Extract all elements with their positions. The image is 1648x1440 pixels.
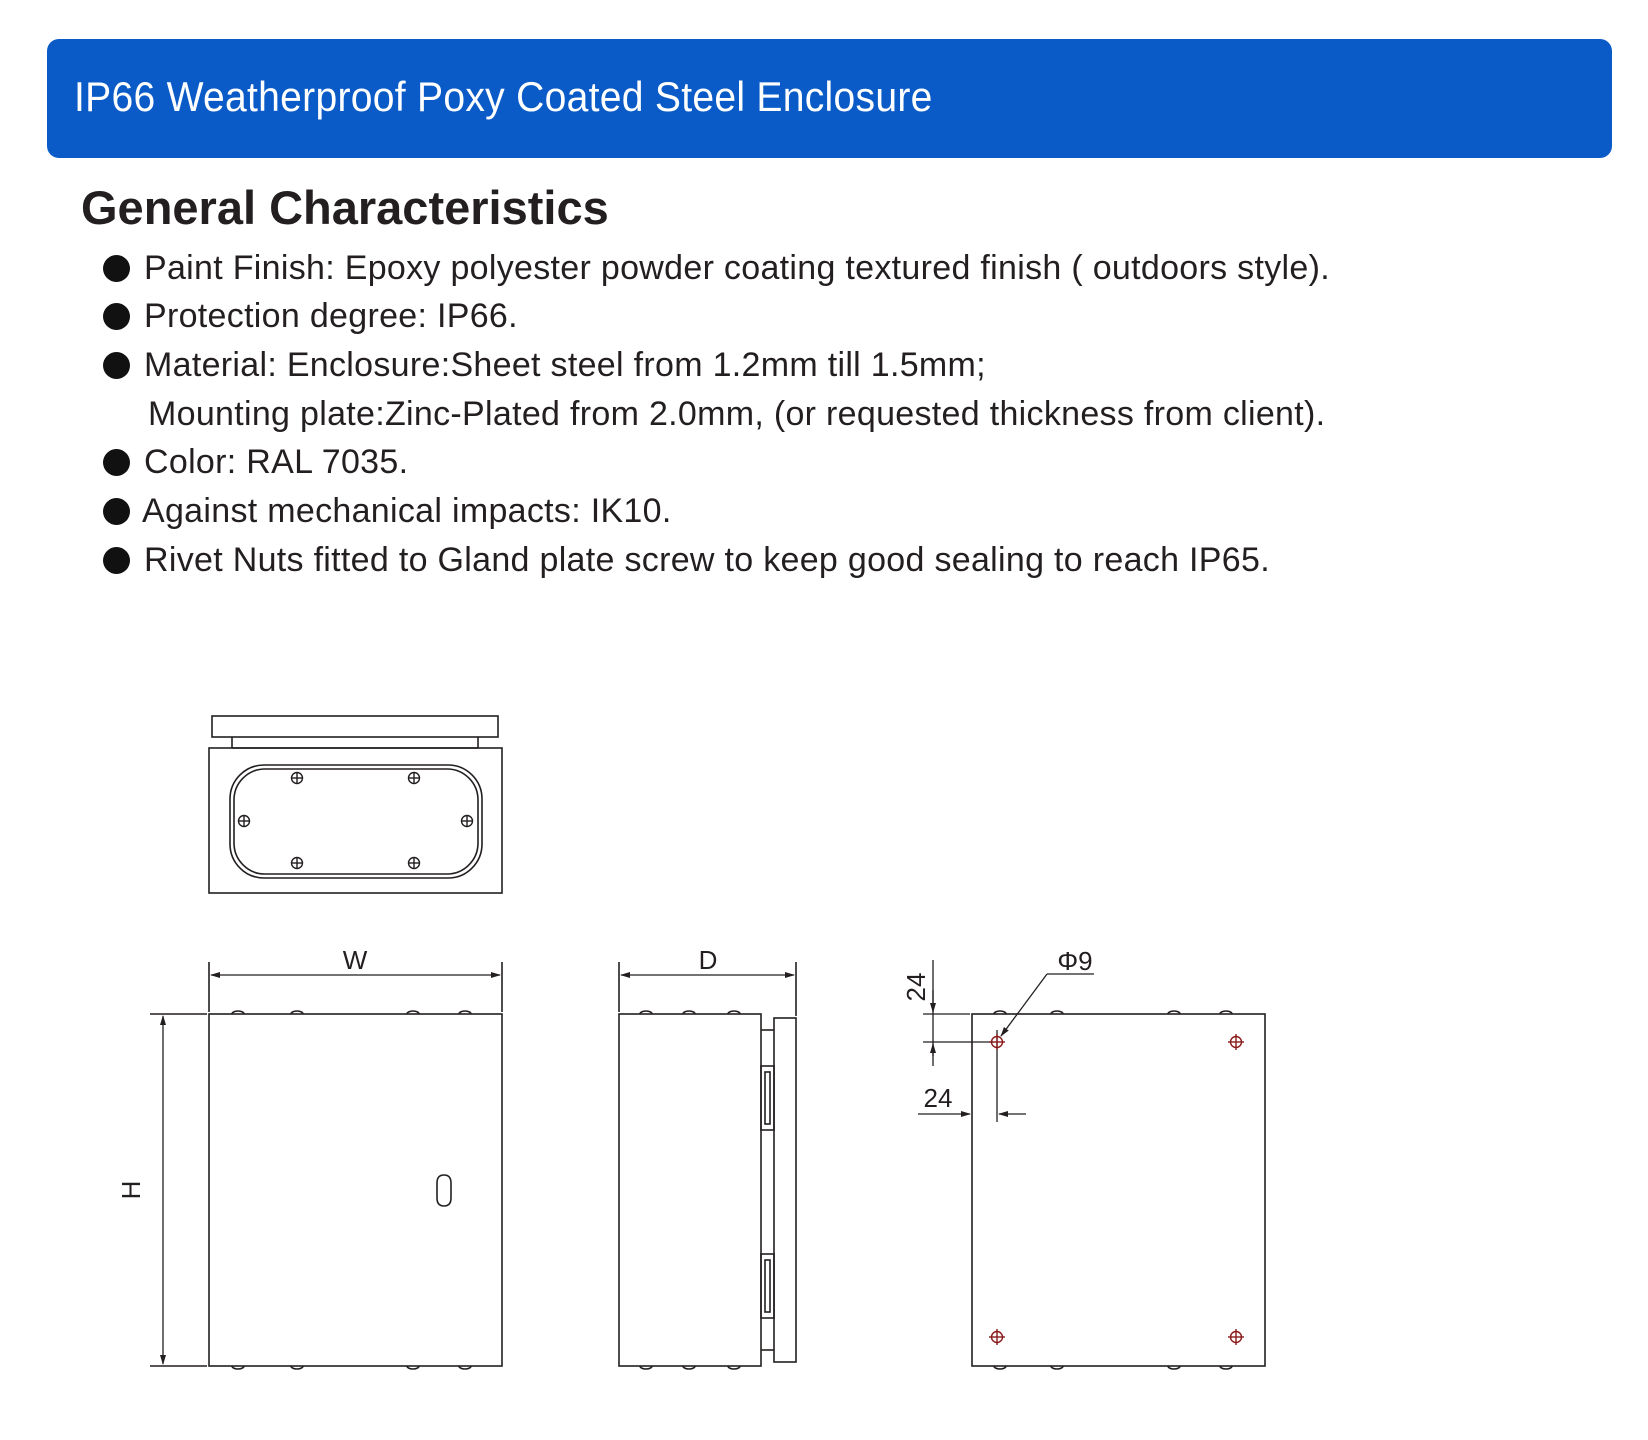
screw-icon (292, 858, 303, 869)
gland-plate-inner (234, 769, 478, 874)
hinge-bottom (761, 1254, 774, 1318)
mounting-hole-icon (989, 1034, 1005, 1050)
mounting-hole-icon (1228, 1329, 1244, 1345)
top-view-roof (212, 716, 498, 737)
side-offset-label: 24 (923, 1083, 953, 1113)
hole-diameter-label: Φ9 (1057, 946, 1093, 976)
side-view-mounting-rail (774, 1018, 796, 1362)
list-item-text: Against mechanical impacts: IK10. (142, 492, 672, 530)
screw-icon (409, 858, 420, 869)
top-view (209, 716, 502, 893)
list-item-text: Rivet Nuts fitted to Gland plate screw to keep good sealing to reach IP65. (144, 541, 1270, 579)
top-offset-label: 24 (901, 972, 931, 1002)
front-view-body (209, 1014, 502, 1366)
mounting-holes (989, 1034, 1244, 1345)
section-title: General Characteristics (81, 181, 609, 234)
side-view (619, 962, 796, 1369)
list-item-continuation: Mounting plate:Zinc-Plated from 2.0mm, (or requested thickness from client). (148, 395, 1326, 433)
depth-label: D (698, 945, 718, 975)
list-item-text: Paint Finish: Epoxy polyester powder coating textured finish ( outdoors style). (144, 249, 1330, 287)
list-item-text: Protection degree: IP66. (144, 297, 518, 335)
page-title: IP66 Weatherproof Poxy Coated Steel Enclosure (74, 73, 933, 120)
height-label: H (116, 1180, 146, 1200)
screw-icon (292, 773, 303, 784)
back-view-body (972, 1014, 1265, 1366)
mounting-hole-icon (1228, 1034, 1244, 1050)
back-view (918, 960, 1265, 1369)
lock-icon (437, 1175, 451, 1206)
front-view (150, 962, 502, 1369)
screw-icon (409, 773, 420, 784)
screw-icon (239, 816, 250, 827)
mounting-hole-icon (989, 1329, 1005, 1345)
gland-plate-outer (230, 765, 482, 878)
screw-icon (462, 816, 473, 827)
hinge-top (761, 1066, 774, 1130)
side-view-body (619, 1014, 761, 1366)
list-item-text: Color: RAL 7035. (144, 443, 409, 481)
width-label: W (342, 945, 368, 975)
list-item-text: Material: Enclosure:Sheet steel from 1.2mm till 1.5mm; (144, 346, 986, 384)
gland-plate-screws (239, 773, 473, 869)
